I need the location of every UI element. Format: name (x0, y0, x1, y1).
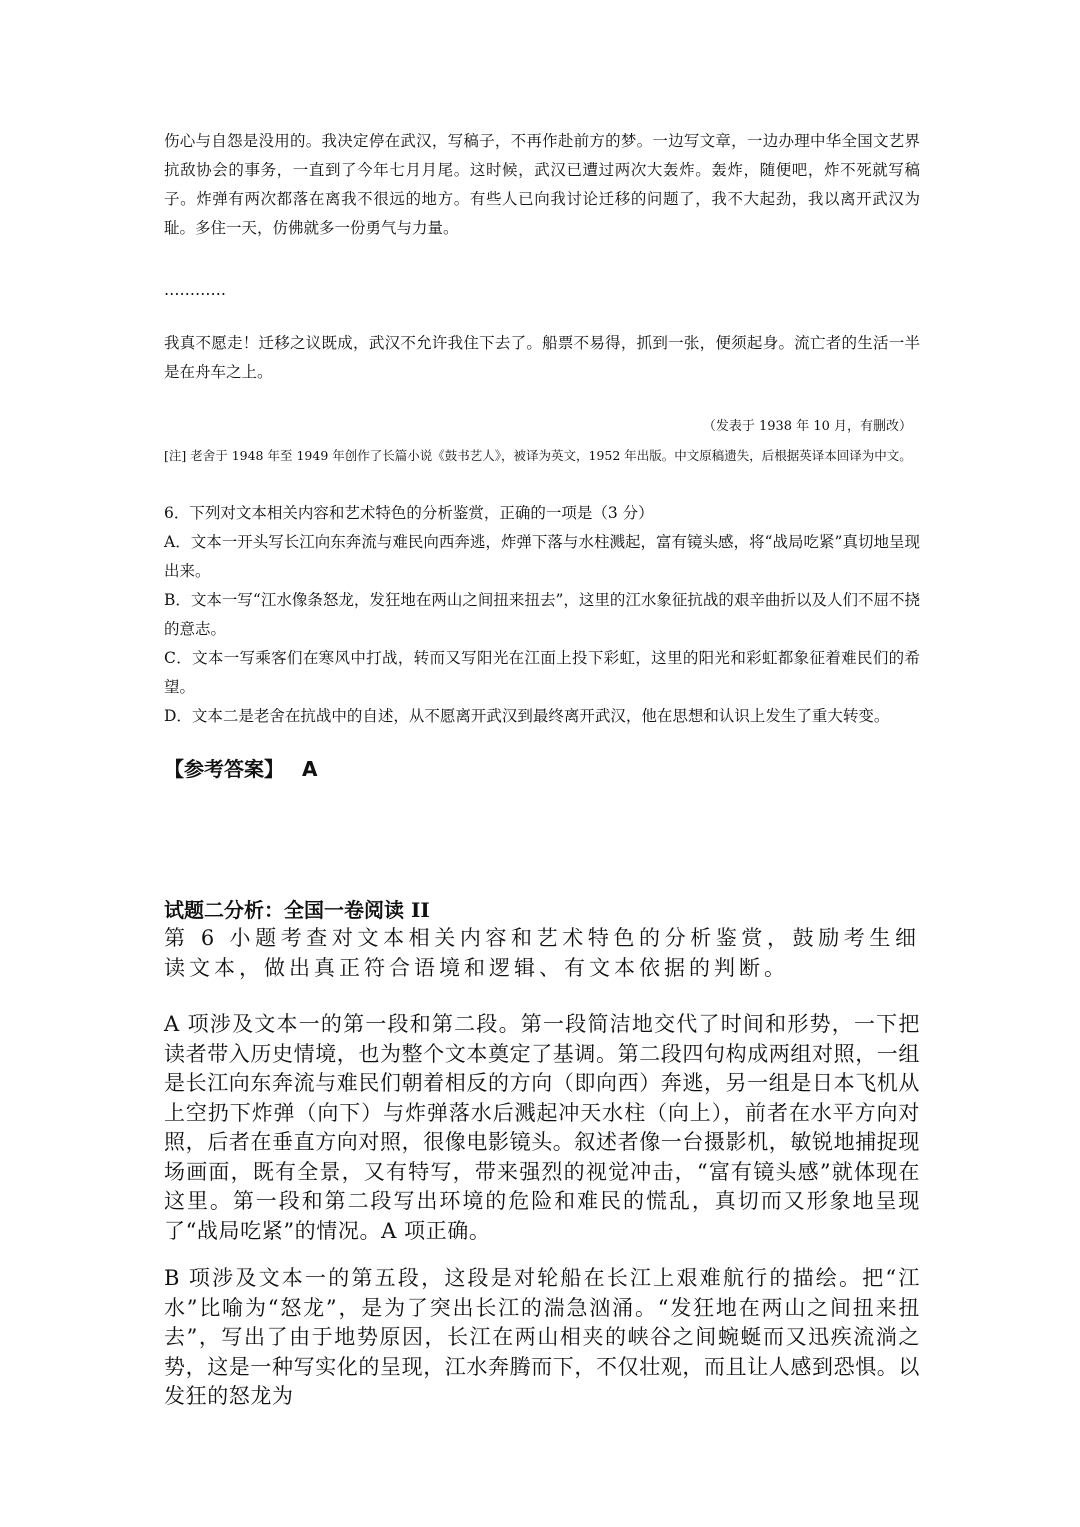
analysis-option-b: B 项涉及文本一的第五段，这段是对轮船在长江上艰难航行的描绘。把“江水”比喻为“怒龙”，是为了突出长江的湍急汹涌。“发狂地在两山之间扭来扭去”，写出了由于地势原因，长江在两山相夹的峡谷之间蜿蜒而又迅疾流淌之势，这是一种写实化的呈现，江水奔腾而下，不仅壮观，而且让人感到恐惧。以发狂的怒龙为 (164, 1266, 920, 1408)
analysis-option-a: A 项涉及文本一的第一段和第二段。第一段简洁地交代了时间和形势，一下把读者带入历史情境，也为整个文本奠定了基调。第二段四句构成两组对照，一组是长江向东奔流与难民们朝着相反的方向（即向西）奔逃，另一组是日本飞机从上空扔下炸弹（向下）与炸弹落水后溅起冲天水柱（向上），前者在水平方向对照，后者在垂直方向对照，很像电影镜头。叙述者像一台摄影机，敏锐地捕捉现场画面，既有全景，又有特写，带来强烈的视觉冲击，“富有镜头感”就体现在这里。第一段和第二段写出环境的危险和难民的慌乱，真切而又形象地呈现了“战局吃紧”的情况。A 项正确。 (164, 1012, 920, 1243)
option-d: D．文本二是老舍在抗战中的自述，从不愿离开武汉到最终离开武汉，他在思想和认识上发生了重大转变。 (164, 707, 890, 725)
answer-value: A (302, 757, 318, 781)
analysis-title: 试题二分析：全国一卷阅读 II (164, 898, 430, 922)
answer-label: 【参考答案】 (164, 757, 284, 781)
reference-answer (164, 754, 317, 784)
passage-source: （发表于 1938 年 10 月，有删改） (702, 419, 912, 434)
analysis-intro: 第 6 小题考查对文本相关内容和艺术特色的分析鉴赏，鼓励考生细读文本，做出真正符合语境和逻辑、有文本依据的判断。 (164, 926, 920, 980)
passage-footnote: [注] 老舍于 1948 年至 1949 年创作了长篇小说《鼓书艺人》，被译为英文，1952 年出版。中文原稿遗失，后根据英译本回译为中文。 (164, 448, 912, 463)
option-b: B．文本一写“江水像条怒龙，发狂地在两山之间扭来扭去”，这里的江水象征抗战的艰辛曲折以及人们不屈不挠的意志。 (164, 591, 920, 638)
question-stem: 6．下列对文本相关内容和艺术特色的分析鉴赏，正确的一项是（3 分） (164, 504, 654, 522)
passage-ellipsis: ………… (164, 281, 226, 299)
passage-paragraph-2: 我真不愿走！迁移之议既成，武汉不允许我住下去了。船票不易得，抓到一张，便须起身。流亡者的生活一半是在舟车之上。 (164, 334, 920, 381)
question-6 (164, 499, 920, 731)
option-a: A．文本一开头写长江向东奔流与难民向西奔逃，炸弹下落与水柱溅起，富有镜头感，将“战局吃紧”真切地呈现出来。 (164, 533, 920, 580)
option-c: C．文本一写乘客们在寒风中打战，转而又写阳光在江面上投下彩虹，这里的阳光和彩虹都象征着难民们的希望。 (164, 649, 920, 696)
passage-paragraph-1: 伤心与自怨是没用的。我决定停在武汉，写稿子，不再作赴前方的梦。一边写文章，一边办理中华全国文艺界抗敌协会的事务，一直到了今年七月月尾。这时候，武汉已遭过两次大轰炸。轰炸，随便吧，炸不死就写稿子。炸弹有两次都落在离我不很远的地方。有些人已向我讨论迁移的问题了，我不大起劲，我以离开武汉为耻。多住一天，仿佛就多一份勇气与力量。 (164, 132, 920, 237)
